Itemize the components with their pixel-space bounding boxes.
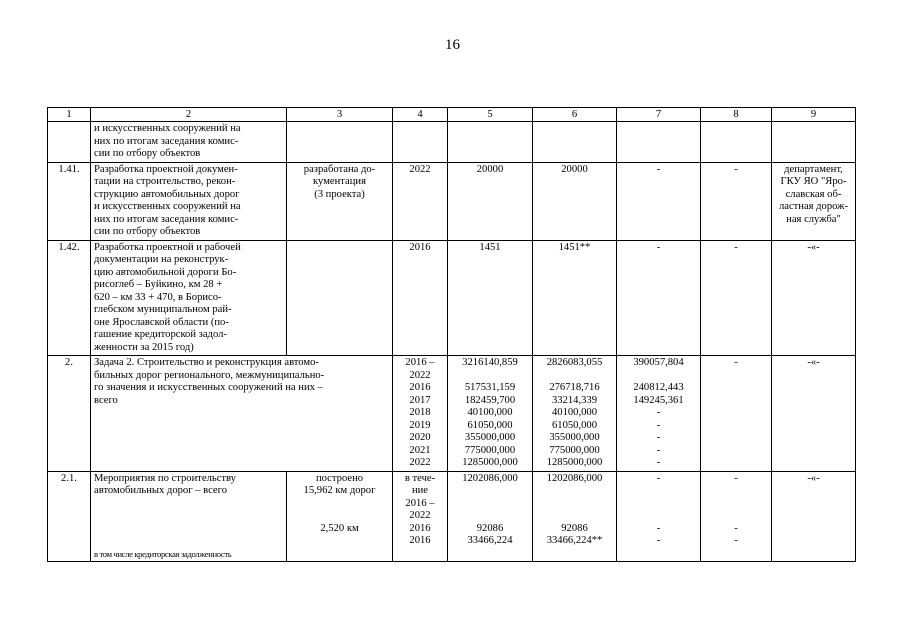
funding-value: - xyxy=(656,444,661,456)
funding-value: 20000 xyxy=(561,163,588,175)
activity-name-line xyxy=(94,498,283,511)
funding-value: 92086 xyxy=(561,522,588,534)
column-header: 3 xyxy=(287,108,393,122)
funding-value: 33214,339 xyxy=(551,394,598,406)
executor-line: славская об- xyxy=(785,188,842,200)
funding-value xyxy=(620,485,697,498)
expected-result-line: построено xyxy=(315,472,364,484)
funding-value: - xyxy=(656,522,661,534)
period-line: 2022 xyxy=(409,457,431,468)
activity-name-line: глебском муниципальном рай- xyxy=(94,304,232,315)
funding-value xyxy=(536,370,613,383)
funding-value: 276718,716 xyxy=(549,382,600,393)
funding-value: 3216140,859 xyxy=(462,357,518,368)
activity-name-line xyxy=(94,535,283,548)
executor-line: -«- xyxy=(807,472,820,484)
funding-value: - xyxy=(734,357,738,368)
funding-value xyxy=(536,510,613,523)
other-funding-cell xyxy=(701,356,772,472)
activity-name-line: автомобильных дорог – всего xyxy=(94,485,228,496)
period-line: 2022 xyxy=(409,369,431,381)
funding-value xyxy=(451,485,529,498)
activity-name xyxy=(91,471,287,562)
activity-name-line: них по итогам заседания комис- xyxy=(94,135,239,147)
activity-name-line: Мероприятия по строительству xyxy=(94,472,236,484)
task-line: всего xyxy=(94,394,118,406)
executor-line: департамент, xyxy=(784,163,843,175)
column-header: 7 xyxy=(617,108,701,122)
funding-value: 517531,159 xyxy=(464,382,516,393)
funding-value: - xyxy=(656,419,661,431)
activity-name-line: них по итогам заседания комис- xyxy=(94,213,239,225)
period-line: ние xyxy=(411,485,429,496)
funding-value xyxy=(620,510,697,523)
funding-value: - xyxy=(734,163,738,175)
funding-value: 33466,224 xyxy=(467,535,513,546)
regional-funding-cell xyxy=(533,471,617,562)
item-number: 2.1. xyxy=(48,471,91,562)
executor-line: -«- xyxy=(807,357,820,368)
funding-value: 1202086,000 xyxy=(546,472,603,484)
funding-value: 149245,361 xyxy=(633,394,684,406)
activity-name-line: струкцию автомобильных дорог xyxy=(94,188,240,200)
expected-result-line: разработана до- xyxy=(303,163,376,175)
activity-name-line xyxy=(94,523,283,536)
program-table xyxy=(47,107,856,562)
activity-name xyxy=(91,162,287,240)
period-cell xyxy=(393,471,448,562)
funding-value: 40100,000 xyxy=(551,407,598,418)
period-cell xyxy=(393,162,448,240)
column-header: 4 xyxy=(393,108,448,122)
column-header: 1 xyxy=(48,108,91,122)
funding-value: - xyxy=(656,163,661,175)
funding-value: 182459,700 xyxy=(464,394,516,406)
total-funding-cell xyxy=(448,122,533,163)
executor-cell xyxy=(772,471,856,562)
item-number: 1.42. xyxy=(48,240,91,356)
executor-line: ная служба" xyxy=(786,213,841,225)
funding-value: 390057,804 xyxy=(633,357,684,368)
period-line: 2016 xyxy=(409,535,431,546)
period-cell xyxy=(393,122,448,163)
funding-value xyxy=(536,498,613,511)
task-line: бильных дорог регионального, межмуниципально- xyxy=(94,369,325,381)
period-line: 2016 – xyxy=(405,497,435,509)
column-header: 2 xyxy=(91,108,287,122)
period-line: 2018 xyxy=(409,407,431,418)
activity-name-line: цию автомобильной дороги Бо- xyxy=(94,266,237,278)
funding-value: 61050,000 xyxy=(551,419,598,431)
expected-result xyxy=(287,240,393,356)
other-funding-cell xyxy=(701,240,772,356)
funding-value: - xyxy=(656,407,661,418)
activity-name-line: сии по отбору объектов xyxy=(94,226,201,237)
regional-funding-cell xyxy=(533,122,617,163)
funding-value: 355000,000 xyxy=(549,432,600,443)
sub-label: в том числе кредиторская задолженность xyxy=(94,548,232,559)
table-row xyxy=(48,162,856,240)
task-line: го значения и искусственных сооружений на них – xyxy=(94,382,323,393)
expected-result xyxy=(287,471,393,562)
funding-value: - xyxy=(656,535,661,546)
executor-cell xyxy=(772,122,856,163)
funding-value xyxy=(704,510,768,523)
activity-name-line: Разработка проектной докумен- xyxy=(94,163,238,175)
funding-value xyxy=(451,510,529,523)
activity-name-line: 620 – км 33 + 470, в Борисо- xyxy=(94,291,222,303)
other-funding-cell xyxy=(701,471,772,562)
regional-funding-cell xyxy=(533,162,617,240)
task-description xyxy=(91,356,393,472)
funding-value: 240812,443 xyxy=(633,382,684,393)
period-cell xyxy=(393,356,448,472)
page-number: 16 xyxy=(445,37,460,53)
executor-line: ГКУ ЯО "Яро- xyxy=(780,176,847,187)
regional-funding-cell xyxy=(533,356,617,472)
regional-funding-cell xyxy=(533,240,617,356)
activity-name-line: сии по отбору объектов xyxy=(94,148,201,159)
funding-value: - xyxy=(734,241,738,253)
total-funding-cell xyxy=(448,471,533,562)
funding-value: 61050,000 xyxy=(467,419,513,431)
total-funding-cell xyxy=(448,356,533,472)
period-line: 2019 xyxy=(409,419,431,431)
activity-name-line: женности за 2015 год) xyxy=(94,341,194,353)
federal-funding-cell xyxy=(617,356,701,472)
funding-value: - xyxy=(734,472,738,484)
period-line: 2020 xyxy=(409,432,431,443)
expected-result xyxy=(287,162,393,240)
item-number: 2. xyxy=(48,356,91,472)
executor-line: ластная дорож- xyxy=(778,201,849,212)
period-line: 2016 xyxy=(409,241,431,253)
federal-funding-cell xyxy=(617,162,701,240)
funding-value: 1285000,000 xyxy=(546,457,603,468)
funding-value: 1285000,000 xyxy=(462,457,518,468)
executor-cell xyxy=(772,240,856,356)
funding-value xyxy=(451,498,529,511)
period-line: 2016 – xyxy=(405,357,435,368)
item-number xyxy=(48,122,91,163)
executor-cell xyxy=(772,162,856,240)
funding-value: 1451 xyxy=(479,241,501,253)
activity-name-line: рисоглеб – Буйкино, км 28 + xyxy=(94,279,223,290)
funding-value: 33466,224** xyxy=(546,535,603,546)
funding-value xyxy=(536,485,613,498)
period-line: 2016 xyxy=(409,382,431,393)
activity-name xyxy=(91,240,287,356)
table-row xyxy=(48,471,856,562)
funding-value: 40100,000 xyxy=(467,407,513,418)
activity-name-line: и искусственных сооружений на xyxy=(94,201,241,212)
activity-name xyxy=(91,122,287,163)
total-funding-cell xyxy=(448,162,533,240)
period-line: 2016 xyxy=(409,522,431,534)
funding-value: 92086 xyxy=(476,522,504,534)
period-line: 2017 xyxy=(409,394,431,406)
funding-value: - xyxy=(656,457,661,468)
activity-name-line: и искусственных сооружений на xyxy=(94,123,241,134)
activity-name-line: документации на реконструк- xyxy=(94,254,229,265)
expected-result-line xyxy=(290,535,389,548)
funding-value xyxy=(704,498,768,511)
funding-value: - xyxy=(656,432,661,443)
funding-value: 1202086,000 xyxy=(462,472,518,484)
executor-cell xyxy=(772,356,856,472)
period-cell xyxy=(393,240,448,356)
activity-name-line xyxy=(94,510,283,523)
expected-result-line: (3 проекта) xyxy=(314,188,365,200)
column-header-row xyxy=(48,108,856,122)
funding-value: - xyxy=(734,522,738,534)
funding-value: 775000,000 xyxy=(549,444,600,456)
federal-funding-cell xyxy=(617,471,701,562)
period-line: в тече- xyxy=(404,472,436,484)
expected-result-line xyxy=(290,498,389,511)
column-header: 8 xyxy=(701,108,772,122)
period-line: 2022 xyxy=(409,510,431,521)
funding-value: 2826083,055 xyxy=(546,357,603,368)
table-row xyxy=(48,240,856,356)
table-row xyxy=(48,122,856,163)
federal-funding-cell xyxy=(617,122,701,163)
other-funding-cell xyxy=(701,122,772,163)
funding-value: 1451** xyxy=(558,241,591,253)
executor-line: -«- xyxy=(807,241,820,253)
expected-result-line: 2,520 км xyxy=(320,522,359,534)
funding-value xyxy=(620,370,697,383)
funding-value xyxy=(704,485,768,498)
funding-value: - xyxy=(656,241,661,253)
federal-funding-cell xyxy=(617,240,701,356)
total-funding-cell xyxy=(448,240,533,356)
column-header: 6 xyxy=(533,108,617,122)
activity-name-line: оне Ярославской области (по- xyxy=(94,316,229,328)
activity-name-line: тации на строительство, рекон- xyxy=(94,176,236,187)
expected-result-line: кументация xyxy=(313,176,366,187)
task-line: Задача 2. Строительство и реконструкция автомо- xyxy=(94,357,319,368)
funding-value xyxy=(620,498,697,511)
funding-value: 355000,000 xyxy=(464,432,516,443)
funding-value: 20000 xyxy=(476,163,504,175)
expected-result-line: 15,962 км дорог xyxy=(303,485,376,496)
funding-value xyxy=(451,370,529,383)
table-row xyxy=(48,356,856,472)
expected-result xyxy=(287,122,393,163)
activity-name-line: гашение кредиторской задол- xyxy=(94,329,227,340)
activity-name-line: Разработка проектной и рабочей xyxy=(94,241,241,253)
funding-value: 775000,000 xyxy=(464,444,516,456)
column-header: 5 xyxy=(448,108,533,122)
period-line: 2021 xyxy=(409,444,431,456)
funding-value: - xyxy=(656,472,661,484)
column-header: 9 xyxy=(772,108,856,122)
other-funding-cell xyxy=(701,162,772,240)
item-number: 1.41. xyxy=(48,162,91,240)
expected-result-line xyxy=(290,510,389,523)
funding-value: - xyxy=(734,535,738,546)
period-line: 2022 xyxy=(409,163,431,175)
